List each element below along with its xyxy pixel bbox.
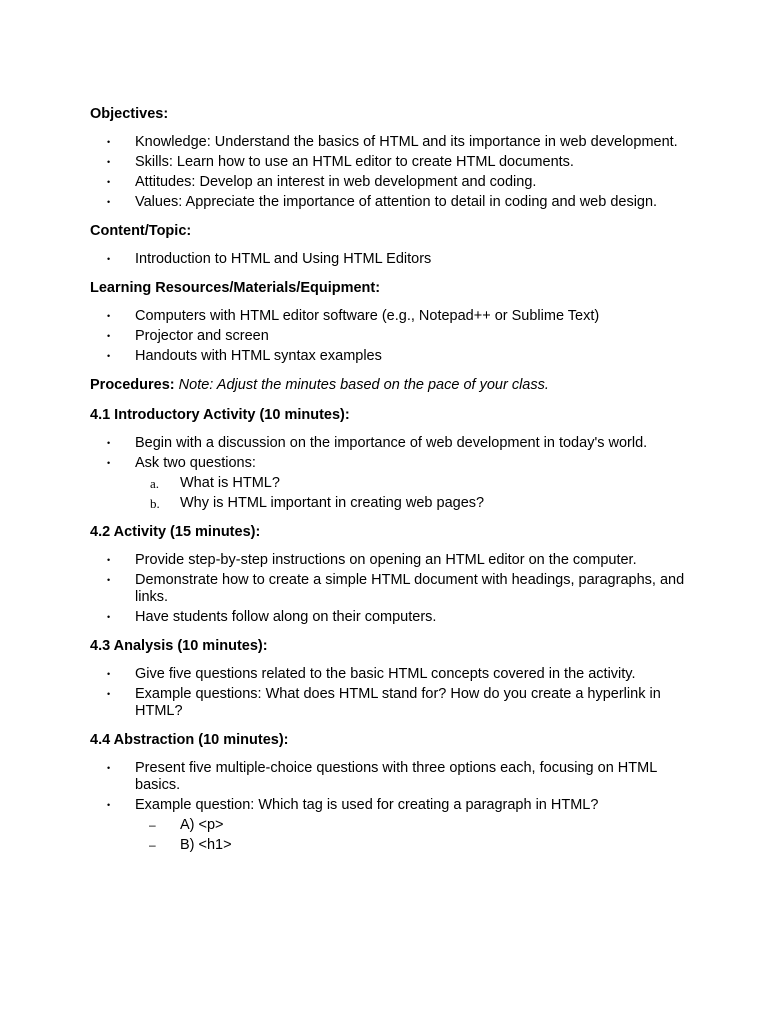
bullet-icon: • [107, 458, 111, 468]
sub-list-marker: b. [150, 496, 160, 511]
list-item-text: Projector and screen [135, 328, 269, 344]
bullet-icon: • [107, 800, 111, 810]
dash-icon: – [149, 818, 156, 832]
list-item-text: Computers with HTML editor software (e.g., Notepad++ or Sublime Text) [135, 308, 600, 324]
procedures-heading [90, 376, 690, 394]
bullet-icon: • [107, 438, 111, 448]
sub-list-marker: a. [150, 476, 160, 491]
list-item [90, 455, 690, 512]
abstraction-list [90, 760, 690, 854]
procedures-note: Note: Adjust the minutes based on the pace of your class. [178, 377, 549, 393]
document-page [90, 105, 690, 865]
sub-list-item-text: What is HTML? [180, 475, 280, 491]
list-item [90, 666, 690, 683]
list-item [90, 134, 690, 151]
bullet-icon: • [107, 763, 111, 773]
sub-list-item-text: A) <p> [180, 817, 224, 833]
list-item-text: Demonstrate how to create a simple HTML document with headings, paragraphs, and links. [135, 572, 685, 605]
bullet-icon: • [107, 689, 111, 699]
introductory-sublist [135, 475, 690, 512]
sub-list-item [135, 817, 690, 834]
list-item [90, 251, 690, 268]
analysis-list [90, 666, 690, 720]
introductory-list [90, 435, 690, 512]
list-item-text: Begin with a discussion on the importance of web development in today's world. [135, 435, 648, 451]
analysis-heading: 4.3 Analysis (10 minutes): [90, 638, 268, 654]
list-item [90, 760, 690, 794]
list-item [90, 308, 690, 325]
procedures-label: Procedures: [90, 377, 175, 393]
activity-list [90, 552, 690, 626]
objectives-heading: Objectives: [90, 106, 169, 122]
bullet-icon: • [107, 555, 111, 565]
list-item-text: Values: Appreciate the importance of attention to detail in coding and web design. [135, 194, 658, 210]
list-item-text: Have students follow along on their computers. [135, 609, 437, 625]
list-item-text: Present five multiple-choice questions with three options each, focusing on HTML basics. [135, 760, 657, 793]
list-item [90, 686, 690, 720]
bullet-icon: • [107, 612, 111, 622]
list-item-text: Knowledge: Understand the basics of HTML and its importance in web development. [135, 134, 678, 150]
bullet-icon: • [107, 331, 111, 341]
sub-list-item-text: Why is HTML important in creating web pages? [180, 495, 485, 511]
list-item-text: Ask two questions: [135, 455, 256, 471]
dash-icon: – [149, 838, 156, 852]
list-item [90, 609, 690, 626]
list-item [90, 154, 690, 171]
list-item-text: Give five questions related to the basic HTML concepts covered in the activity. [135, 666, 636, 682]
list-item [90, 328, 690, 345]
sub-list-item [135, 495, 690, 512]
list-item [90, 797, 690, 854]
bullet-icon: • [107, 669, 111, 679]
bullet-icon: • [107, 575, 111, 585]
resources-list [90, 308, 690, 365]
resources-heading: Learning Resources/Materials/Equipment: [90, 280, 381, 296]
list-item [90, 572, 690, 606]
list-item-text: Provide step-by-step instructions on opening an HTML editor on the computer. [135, 552, 637, 568]
introductory-heading: 4.1 Introductory Activity (10 minutes): [90, 407, 350, 423]
list-item-text: Skills: Learn how to use an HTML editor to create HTML documents. [135, 154, 574, 170]
bullet-icon: • [107, 177, 111, 187]
bullet-icon: • [107, 351, 111, 361]
list-item [90, 435, 690, 452]
abstraction-options-list [135, 817, 690, 854]
list-item [90, 348, 690, 365]
bullet-icon: • [107, 137, 111, 147]
sub-list-item [135, 837, 690, 854]
list-item-text: Handouts with HTML syntax examples [135, 348, 382, 364]
list-item-text: Example questions: What does HTML stand for? How do you create a hyperlink in HTML? [135, 686, 661, 719]
abstraction-heading: 4.4 Abstraction (10 minutes): [90, 732, 289, 748]
list-item-text: Example question: Which tag is used for creating a paragraph in HTML? [135, 797, 599, 813]
list-item [90, 194, 690, 211]
bullet-icon: • [107, 254, 111, 264]
objectives-list [90, 134, 690, 211]
bullet-icon: • [107, 311, 111, 321]
list-item [90, 174, 690, 191]
content-topic-list [90, 251, 690, 268]
bullet-icon: • [107, 197, 111, 207]
sub-list-item [135, 475, 690, 492]
content-topic-heading: Content/Topic: [90, 223, 192, 239]
sub-list-item-text: B) <h1> [180, 837, 232, 853]
activity-heading: 4.2 Activity (15 minutes): [90, 524, 261, 540]
list-item-text: Attitudes: Develop an interest in web development and coding. [135, 174, 537, 190]
list-item-text: Introduction to HTML and Using HTML Editors [135, 251, 432, 267]
list-item [90, 552, 690, 569]
bullet-icon: • [107, 157, 111, 167]
